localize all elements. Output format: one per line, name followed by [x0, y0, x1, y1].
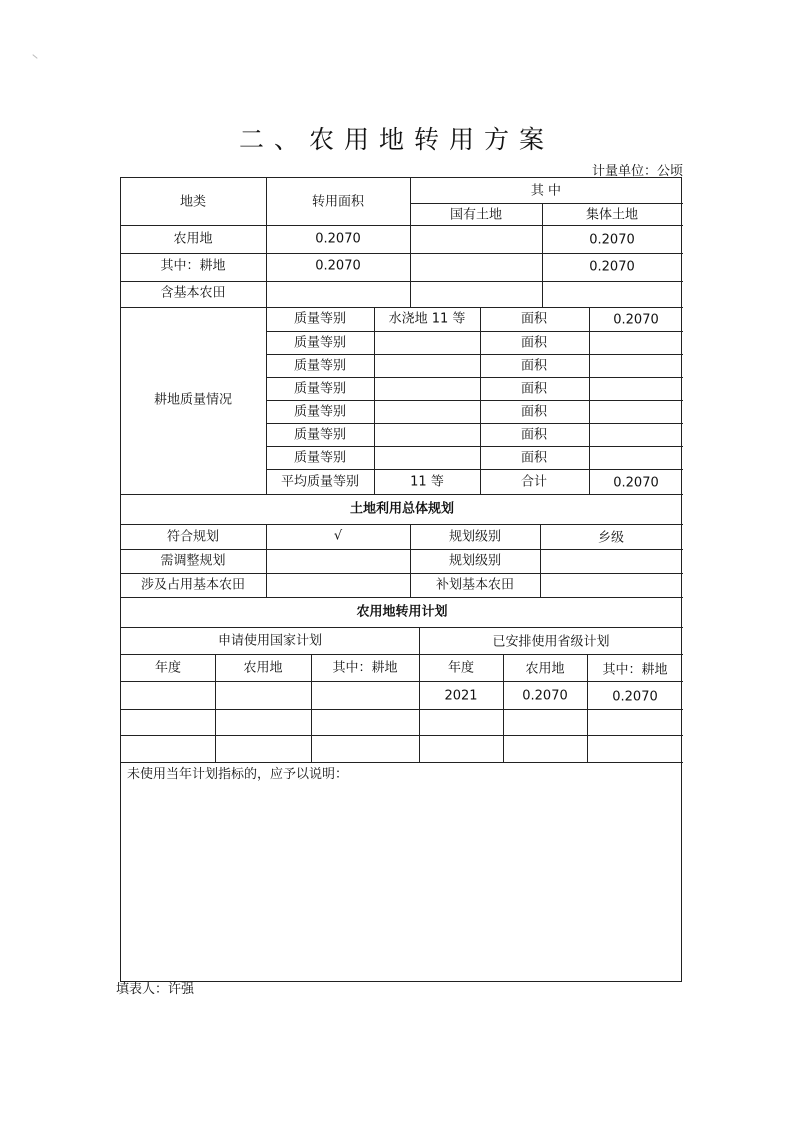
planning-level-label: 规划级别 [448, 553, 502, 569]
planning-row-label: 符合规划 [166, 529, 220, 545]
header-among: 其 中 [530, 183, 562, 199]
quality-grade-label: 质量等别 [293, 404, 347, 420]
page-title: 二、农用地转用方案 [238, 125, 554, 154]
scan-mark [32, 54, 37, 59]
planning-row-label: 需调整规划 [160, 553, 226, 569]
conversion-form-table [120, 177, 682, 982]
column-header-cultivated: 其中：耕地 [602, 662, 668, 678]
total-label: 合计 [520, 474, 548, 490]
unused-quota-note-label: 未使用当年计划指标的，应予以说明： [127, 767, 349, 782]
quality-area-label: 面积 [520, 427, 548, 443]
plan-cell-farmland: 0.2070 [522, 688, 568, 704]
supplement-basic-farmland-label: 补划基本农田 [435, 577, 515, 593]
quality-area-label: 面积 [520, 335, 548, 351]
planning-row-value: √ [333, 528, 343, 544]
row-label-farmland: 农用地 [173, 231, 213, 247]
column-header-cultivated: 其中：耕地 [332, 660, 398, 676]
quality-grade-label: 质量等别 [293, 450, 347, 466]
cultivated-collective: 0.2070 [589, 259, 635, 275]
row-label-cultivated: 其中：耕地 [160, 258, 226, 274]
quality-area-label: 面积 [520, 311, 548, 327]
cultivated-area: 0.2070 [315, 258, 361, 274]
planning-heading: 土地利用总体规划 [349, 501, 455, 517]
quality-grade-label: 质量等别 [293, 381, 347, 397]
plan-cell-year: 2021 [444, 688, 478, 704]
quality-grade-label: 质量等别 [293, 335, 347, 351]
quality-grade-label: 质量等别 [293, 427, 347, 443]
column-header-farmland: 农用地 [243, 660, 283, 676]
quality-grade-label: 质量等别 [293, 358, 347, 374]
quality-grade-value: 水浇地 11 等 [388, 311, 466, 327]
quality-area-label: 面积 [520, 404, 548, 420]
planning-level-label: 规划级别 [448, 529, 502, 545]
provincial-plan-header: 已安排使用省级计划 [492, 634, 610, 650]
column-header-farmland: 农用地 [525, 661, 565, 677]
quality-grade-label: 质量等别 [293, 311, 347, 327]
form-filler: 填表人：许强 [116, 982, 195, 997]
quality-area-label: 面积 [520, 381, 548, 397]
planning-row-label: 涉及占用基本农田 [140, 577, 246, 593]
plan-cell-cultivated: 0.2070 [612, 689, 658, 705]
quality-section-label: 耕地质量情况 [153, 392, 233, 408]
header-state-land: 国有土地 [449, 207, 503, 223]
national-plan-header: 申请使用国家计划 [217, 633, 323, 649]
column-header-year: 年度 [154, 660, 182, 676]
column-header-year: 年度 [447, 660, 475, 676]
quality-area-value: 0.2070 [613, 312, 659, 328]
planning-level-value: 乡级 [597, 530, 625, 546]
quality-area-label: 面积 [520, 358, 548, 374]
header-land-type: 地类 [179, 194, 207, 210]
farmland-collective: 0.2070 [589, 232, 635, 248]
farmland-area: 0.2070 [315, 231, 361, 247]
average-grade-label: 平均质量等别 [280, 474, 360, 490]
quality-area-label: 面积 [520, 450, 548, 466]
total-area-value: 0.2070 [613, 475, 659, 491]
unit-label: 计量单位：公顷 [591, 164, 683, 179]
conversion-plan-heading: 农用地转用计划 [356, 604, 448, 620]
header-converted-area: 转用面积 [311, 194, 365, 210]
average-grade-value: 11 等 [410, 474, 444, 490]
row-label-basic-farmland: 含基本农田 [160, 285, 226, 301]
header-collective-land: 集体土地 [585, 207, 639, 223]
